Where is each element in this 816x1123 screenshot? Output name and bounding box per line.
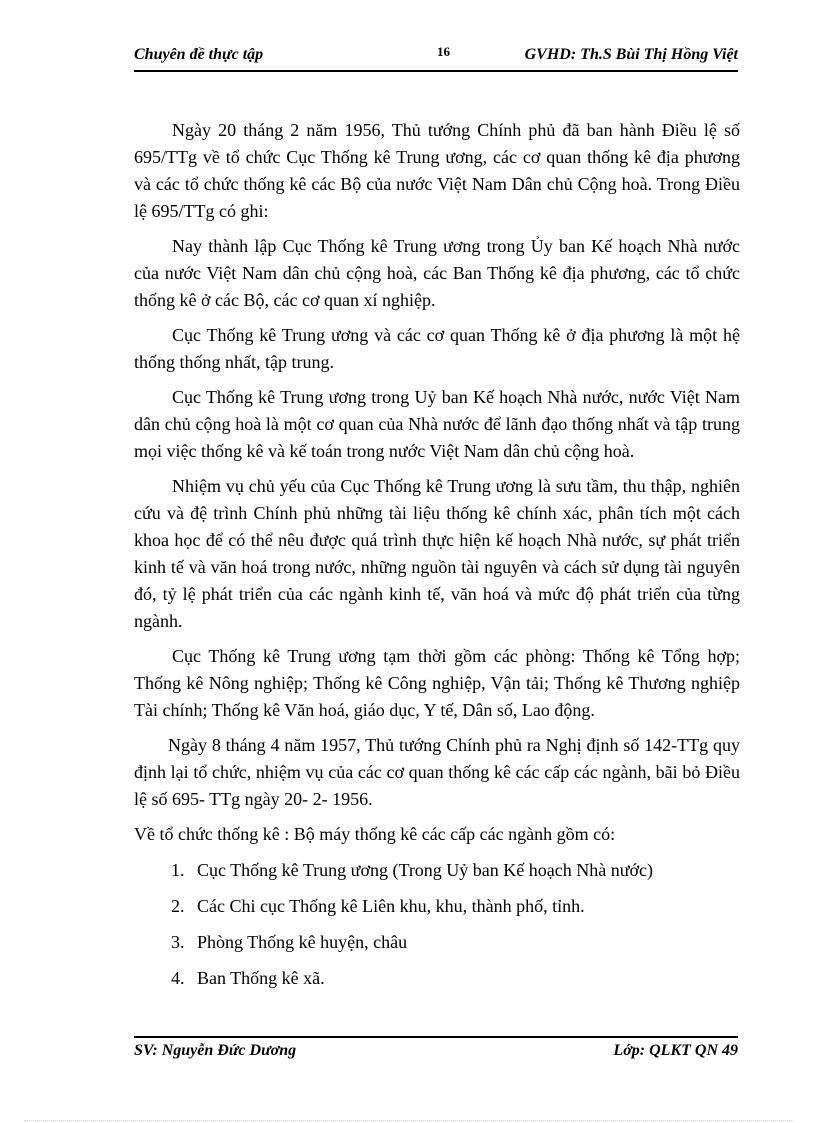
list-item	[171, 857, 740, 884]
footer-student: SV: Nguyễn Đức Dương	[134, 1042, 297, 1059]
paragraph: Ngày 20 tháng 2 năm 1956, Thủ tướng Chính phủ đã ban hành Điều lệ số 695/TTg về tổ chức Cục Thống kê Trung ương, các cơ quan thống kê địa phương và các tổ chức thống kê các Bộ của nước Việt Nam Dân chủ Cộng hoà. Trong Điều lệ 695/TTg có ghi:	[134, 120, 740, 221]
header-supervisor: GVHD: Th.S Bùi Thị Hồng Việt	[524, 46, 738, 63]
organization-list	[134, 857, 740, 992]
paragraph: Cục Thống kê Trung ương tạm thời gồm các phòng: Thống kê Tổng hợp; Thống kê Nông nghiệp; Thống kê Công nghiệp, Vận tải; Thống kê Thương nghiệp Tài chính; Thống kê Văn hoá, giáo dục, Y tế, Dân số, Lao động.	[134, 646, 740, 720]
list-text: Ban Thống kê xã.	[197, 968, 325, 988]
header-rule	[134, 70, 738, 72]
page-bottom-dotted-line	[24, 1120, 794, 1121]
paragraph: Cục Thống kê Trung ương và các cơ quan Thống kê ở địa phương là một hệ thống thống nhất, tập trung.	[134, 325, 740, 372]
paragraph: Ngày 8 tháng 4 năm 1957, Thủ tướng Chính phủ ra Nghị định số 142-TTg quy định lại tổ chức, nhiệm vụ của các cơ quan thống kê các cấp các ngành, bãi bỏ Điều lệ số 695- TTg ngày 20- 2- 1956.	[134, 735, 740, 809]
page-footer	[134, 1042, 738, 1066]
paragraph: Cục Thống kê Trung ương trong Uỷ ban Kế hoạch Nhà nước, nước Việt Nam dân chủ cộng hoà là một cơ quan của Nhà nước để lãnh đạo thống nhất và tập trung mọi việc thống kê và kế toán trong nước Việt Nam dân chủ cộng hoà.	[134, 387, 740, 461]
list-number: 4.	[171, 968, 185, 988]
footer-rule	[134, 1036, 738, 1038]
list-text: Phòng Thống kê huyện, châu	[197, 932, 408, 952]
header-course-title: Chuyên đề thực tập	[134, 46, 264, 63]
footer-class: Lớp: QLKT QN 49	[613, 1042, 738, 1059]
list-item	[171, 893, 740, 920]
list-text: Cục Thống kê Trung ương (Trong Uỷ ban Kế hoạch Nhà nước)	[197, 860, 654, 880]
list-number: 2.	[171, 896, 185, 916]
document-body	[134, 117, 740, 1001]
page-header	[134, 44, 738, 70]
list-item	[171, 965, 740, 992]
paragraph: Nhiệm vụ chủ yếu của Cục Thống kê Trung ương là sưu tầm, thu thập, nghiên cứu và đệ trình Chính phủ những tài liệu thống kê chính xác, phân tích một cách khoa học để có thể nêu được quá trình thực hiện kế hoạch Nhà nước, sự phát triển kinh tế và văn hoá trong nước, những nguồn tài nguyên và cách sử dụng tài nguyên đó, tỷ lệ phát triển của các ngành kinh tế, văn hoá và mức độ phát triển của từng ngành.	[134, 476, 740, 631]
list-number: 3.	[171, 932, 185, 952]
list-intro: Về tổ chức thống kê : Bộ máy thống kê các cấp các ngành gồm có:	[134, 824, 616, 844]
page-number: 16	[437, 44, 450, 59]
list-number: 1.	[171, 860, 185, 880]
list-text: Các Chi cục Thống kê Liên khu, khu, thành phố, tỉnh.	[197, 896, 585, 916]
list-item	[171, 929, 740, 956]
paragraph: Nay thành lập Cục Thống kê Trung ương trong Ủy ban Kế hoạch Nhà nước của nước Việt Nam dân chủ cộng hoà, các Ban Thống kê địa phương, các tổ chức thống kê ở các Bộ, các cơ quan xí nghiệp.	[134, 236, 740, 310]
